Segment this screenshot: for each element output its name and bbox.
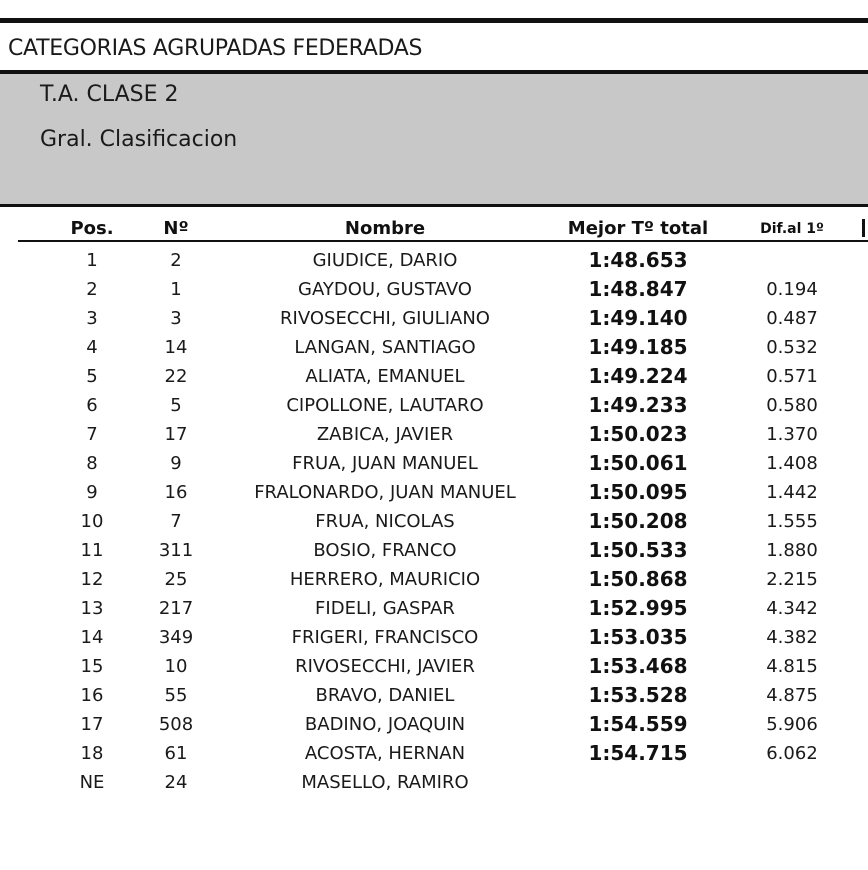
table-row: [0, 334, 868, 363]
cell-diff: 0.487: [766, 308, 818, 329]
table-row: [0, 769, 868, 798]
column-header-pos: Pos.: [70, 218, 114, 239]
cell-name: GIUDICE, DARIO: [312, 250, 458, 271]
cell-number: 2: [170, 250, 182, 271]
cell-pos: 13: [80, 598, 104, 619]
column-header-number: Nº: [163, 218, 189, 239]
cell-number: 349: [158, 627, 194, 648]
cell-best-time: 1:50.533: [588, 538, 688, 562]
cell-diff: 5.906: [766, 714, 818, 735]
cell-best-time: 1:50.023: [588, 422, 688, 446]
cell-name: RIVOSECCHI, GIULIANO: [280, 308, 490, 329]
cell-diff: 6.062: [766, 743, 818, 764]
cell-diff: 4.815: [766, 656, 818, 677]
cell-name: BRAVO, DANIEL: [315, 685, 455, 706]
cell-pos: 4: [86, 337, 98, 358]
table-row: [0, 682, 868, 711]
cell-pos: 2: [86, 279, 98, 300]
cell-best-time: 1:53.528: [588, 683, 688, 707]
table-row: [0, 247, 868, 276]
cell-best-time: 1:53.468: [588, 654, 688, 678]
cell-number: 16: [164, 482, 188, 503]
class-name: T.A. CLASE 2: [40, 82, 179, 107]
table-row: [0, 508, 868, 537]
results-table-body: [0, 247, 868, 798]
cell-number: 17: [164, 424, 188, 445]
table-row: [0, 653, 868, 682]
cell-diff: 1.370: [766, 424, 818, 445]
cell-name: FRUA, NICOLAS: [315, 511, 455, 532]
cell-diff: 0.571: [766, 366, 818, 387]
cell-diff: 0.532: [766, 337, 818, 358]
table-row: [0, 624, 868, 653]
cell-best-time: 1:49.224: [588, 364, 688, 388]
table-row: [0, 595, 868, 624]
cell-name: LANGAN, SANTIAGO: [294, 337, 476, 358]
cell-pos: 18: [80, 743, 104, 764]
cell-best-time: 1:52.995: [588, 596, 688, 620]
cell-diff: 1.555: [766, 511, 818, 532]
cell-best-time: 1:48.847: [588, 277, 688, 301]
table-row: [0, 392, 868, 421]
cell-name: CIPOLLONE, LAUTARO: [286, 395, 484, 416]
cell-name: HERRERO, MAURICIO: [289, 569, 481, 590]
cell-pos: 6: [86, 395, 98, 416]
cell-number: 24: [164, 772, 188, 793]
table-row: [0, 305, 868, 334]
cell-pos: 10: [80, 511, 104, 532]
cell-pos: 15: [80, 656, 104, 677]
cell-pos: 12: [80, 569, 104, 590]
cell-pos: 5: [86, 366, 98, 387]
cell-best-time: 1:50.095: [588, 480, 688, 504]
cell-diff: 4.382: [766, 627, 818, 648]
cell-name: ZABICA, JAVIER: [316, 424, 454, 445]
header-bottom-rule: [0, 204, 868, 207]
top-rule: [0, 18, 868, 23]
cell-number: 22: [164, 366, 188, 387]
cell-name: MASELLO, RAMIRO: [301, 772, 469, 793]
column-header-diff: Dif.al 1º: [760, 221, 824, 237]
cell-pos: NE: [79, 772, 105, 793]
cell-diff: 0.580: [766, 395, 818, 416]
table-row: [0, 421, 868, 450]
table-row: [0, 276, 868, 305]
cell-pos: 9: [86, 482, 98, 503]
cell-number: 25: [164, 569, 188, 590]
cell-best-time: 1:50.868: [588, 567, 688, 591]
cell-pos: 1: [86, 250, 98, 271]
cell-number: 5: [170, 395, 182, 416]
cell-name: RIVOSECCHI, JAVIER: [295, 656, 475, 677]
cell-number: 7: [170, 511, 182, 532]
table-row: [0, 363, 868, 392]
cell-pos: 3: [86, 308, 98, 329]
table-header: [0, 218, 868, 240]
cell-pos: 7: [86, 424, 98, 445]
cell-name: ALIATA, EMANUEL: [305, 366, 465, 387]
table-row: [0, 711, 868, 740]
cell-pos: 14: [80, 627, 104, 648]
table-row: [0, 740, 868, 769]
table-row: [0, 479, 868, 508]
cut-off-column-mark: [862, 219, 865, 237]
cell-name: FRUA, JUAN MANUEL: [292, 453, 478, 474]
cell-pos: 8: [86, 453, 98, 474]
cell-name: BOSIO, FRANCO: [313, 540, 457, 561]
cell-diff: 4.342: [766, 598, 818, 619]
cell-best-time: 1:49.233: [588, 393, 688, 417]
cell-number: 508: [158, 714, 194, 735]
cell-number: 1: [170, 279, 182, 300]
cell-best-time: 1:53.035: [588, 625, 688, 649]
cell-diff: 4.875: [766, 685, 818, 706]
cell-name: ACOSTA, HERNAN: [304, 743, 466, 764]
cell-number: 14: [164, 337, 188, 358]
cell-best-time: 1:50.208: [588, 509, 688, 533]
cell-diff: 1.408: [766, 453, 818, 474]
cell-diff: 1.880: [766, 540, 818, 561]
cell-best-time: 1:49.185: [588, 335, 688, 359]
cell-name: BADINO, JOAQUIN: [304, 714, 466, 735]
column-header-name: Nombre: [344, 218, 426, 239]
cell-number: 3: [170, 308, 182, 329]
cell-best-time: 1:54.715: [588, 741, 688, 765]
cell-best-time: 1:48.653: [588, 248, 688, 272]
cell-number: 10: [164, 656, 188, 677]
classification-label: Gral. Clasificacion: [40, 127, 238, 152]
column-header-best-time: Mejor Tº total: [567, 218, 709, 239]
cell-diff: 0.194: [766, 279, 818, 300]
cell-best-time: 1:49.140: [588, 306, 688, 330]
cell-best-time: 1:50.061: [588, 451, 688, 475]
cell-best-time: 1:54.559: [588, 712, 688, 736]
cell-name: FRIGERI, FRANCISCO: [291, 627, 479, 648]
cell-name: FRALONARDO, JUAN MANUEL: [254, 482, 516, 503]
cell-diff: 2.215: [766, 569, 818, 590]
cell-pos: 17: [80, 714, 104, 735]
cell-pos: 16: [80, 685, 104, 706]
cell-name: FIDELI, GASPAR: [315, 598, 455, 619]
cell-number: 61: [164, 743, 188, 764]
cell-name: GAYDOU, GUSTAVO: [298, 279, 472, 300]
cell-number: 217: [158, 598, 194, 619]
category-title: CATEGORIAS AGRUPADAS FEDERADAS: [8, 36, 423, 61]
table-row: [0, 450, 868, 479]
cell-number: 55: [164, 685, 188, 706]
cell-number: 311: [158, 540, 194, 561]
cell-pos: 11: [80, 540, 104, 561]
table-row: [0, 537, 868, 566]
header-underline: [18, 240, 868, 242]
cell-number: 9: [170, 453, 182, 474]
cell-diff: 1.442: [766, 482, 818, 503]
table-row: [0, 566, 868, 595]
